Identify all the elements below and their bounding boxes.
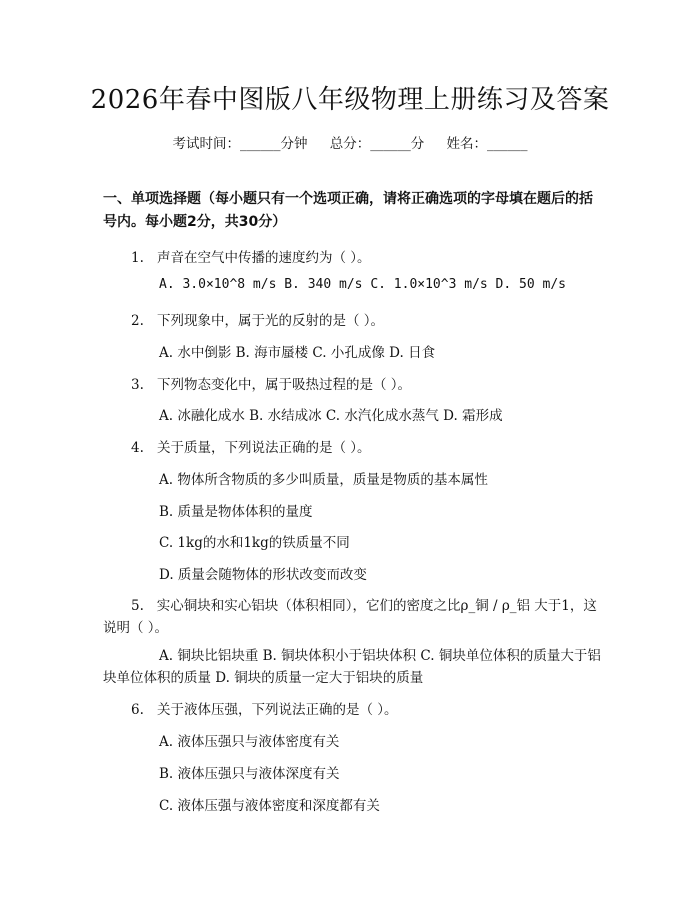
question-number: 1. (131, 250, 144, 266)
question-number: 6. (131, 702, 144, 718)
question-number: 3. (131, 377, 144, 393)
question-6 (131, 698, 601, 718)
question-1 (131, 246, 601, 266)
question-number: 5. (131, 598, 144, 614)
question-4-option-a: A. 物体所含物质的多少叫质量，质量是物质的基本属性 (159, 472, 488, 488)
page-title: 2026年春中图版八年级物理上册练习及答案 (90, 85, 610, 115)
question-stem: 下列现象中，属于光的反射的是（ ）。 (157, 313, 385, 329)
question-1-options: A. 3.0×10^8 m/s B. 340 m/s C. 1.0×10^3 m/s D. 50 m/s (159, 277, 566, 292)
question-4-option-b: B. 质量是物体体积的量度 (159, 504, 313, 520)
question-5-options: A. 铜块比铝块重 B. 铜块体积小于铝块体积 C. 铜块单位体积的质量大于铝块单位体积的质量 D. 铜块的质量一定大于铝块的质量 (103, 648, 601, 686)
question-6-option-c: C. 液体压强与液体密度和深度都有关 (159, 798, 380, 814)
question-2 (131, 309, 601, 329)
question-number: 4. (131, 440, 144, 456)
section-heading: 一、单项选择题（每小题只有一个选项正确，请将正确选项的字母填在题后的括号内。每小题2分，共30分） (103, 191, 593, 230)
exam-name: 姓名：______ (446, 136, 528, 152)
question-4 (131, 436, 601, 456)
question-3-options: A. 冰融化成水 B. 水结成冰 C. 水汽化成水蒸气 D. 霜形成 (159, 408, 503, 424)
question-stem: 实心铜块和实心铝块（体积相同），它们的密度之比ρ_铜 / ρ_铝 大于1，这说明（ ）。 (103, 598, 597, 636)
question-5 (103, 595, 603, 639)
question-4-option-c: C. 1kg的水和1kg的铁质量不同 (159, 535, 350, 551)
question-4-option-d: D. 质量会随物体的形状改变而改变 (159, 567, 367, 583)
question-2-options: A. 水中倒影 B. 海市蜃楼 C. 小孔成像 D. 日食 (159, 345, 436, 361)
question-6-option-a: A. 液体压强只与液体密度有关 (159, 734, 340, 750)
question-6-option-b: B. 液体压强只与液体深度有关 (159, 766, 340, 782)
question-3 (131, 373, 601, 393)
exam-score: 总分：______分 (329, 136, 425, 152)
question-stem: 下列物态变化中，属于吸热过程的是（ ）。 (157, 377, 412, 393)
question-stem: 关于质量，下列说法正确的是（ ）。 (157, 440, 371, 456)
exam-meta (0, 132, 700, 152)
exam-time: 考试时间：______分钟 (172, 136, 308, 152)
question-number: 2. (131, 313, 144, 329)
question-stem: 关于液体压强，下列说法正确的是（ ）。 (157, 702, 398, 718)
question-stem: 声音在空气中传播的速度约为（ ）。 (157, 250, 371, 266)
